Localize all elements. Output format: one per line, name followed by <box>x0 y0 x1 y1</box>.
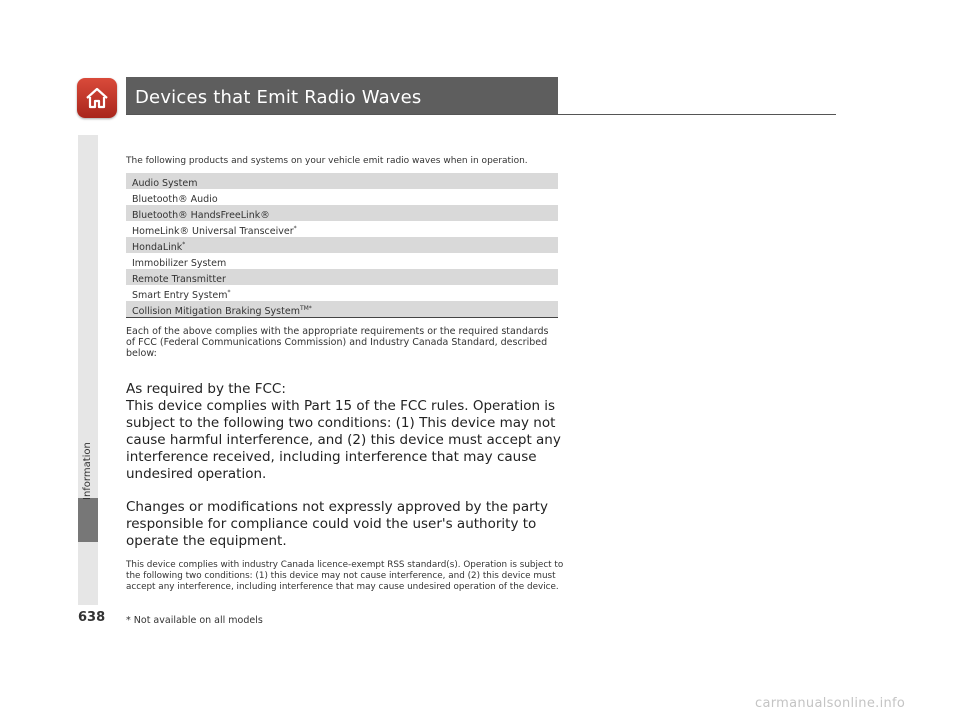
canada-statement: This device complies with industry Canada licence-exempt RSS standard(s). Operation is subject to the following two conditions: (1) this device may not cause interference, and (2) this device must accept any interference, including interference that may cause undesired operation of the device. <box>126 560 564 592</box>
device-row <box>126 269 558 285</box>
device-row <box>126 253 558 269</box>
device-label: Collision Mitigation Braking System <box>132 306 300 318</box>
fcc-statement <box>126 381 566 550</box>
device-label: Bluetooth® Audio <box>132 194 218 206</box>
watermark: carmanualsonline.info <box>755 696 906 711</box>
device-list <box>126 173 558 318</box>
device-row <box>126 205 558 221</box>
home-button[interactable] <box>77 78 117 118</box>
device-row <box>126 173 558 189</box>
device-row: HondaLink* <box>126 237 558 253</box>
device-row: HomeLink® Universal Transceiver* <box>132 225 297 238</box>
device-label: HondaLink <box>132 242 183 254</box>
device-label: HomeLink® Universal Transceiver <box>132 226 294 238</box>
device-row: Smart Entry System* <box>132 289 231 302</box>
page-title: Devices that Emit Radio Waves <box>135 87 422 108</box>
device-row: Collision Mitigation Braking System$^{TM*}$ <box>126 301 558 317</box>
footnote: * Not available on all models <box>126 615 263 626</box>
title-bar <box>126 77 558 115</box>
side-tab-marker <box>78 498 98 542</box>
device-label: Audio System <box>132 178 198 190</box>
device-label: Remote Transmitter <box>132 274 226 286</box>
title-rule <box>126 114 836 115</box>
side-tab-label: Information <box>82 442 93 500</box>
device-label: Smart Entry System <box>132 290 228 302</box>
device-label: Immobilizer System <box>132 258 227 270</box>
intro-text: The following products and systems on your vehicle emit radio waves when in operation. <box>126 156 528 166</box>
fcc-text: This device complies with Part 15 of the FCC rules. Operation is subject to the following two conditions: (1) This device may not cause harmful interference, and (2) this device must accept any interference received, including interference that may cause undesired operation. <box>126 398 561 482</box>
home-icon <box>84 85 110 111</box>
fcc-changes: Changes or modifications not expressly approved by the party responsible for compliance could void the user's authority to operate the equipment. <box>126 499 548 549</box>
page-number: 638 <box>78 610 106 625</box>
device-row <box>126 189 558 205</box>
fcc-heading: As required by the FCC: <box>126 381 286 397</box>
device-label: Bluetooth® HandsFreeLink® <box>132 210 270 222</box>
compliance-text: Each of the above complies with the appropriate requirements or the required standards of FCC (Federal Communications Commission) and Industry Canada Standard, described below: <box>126 326 549 359</box>
